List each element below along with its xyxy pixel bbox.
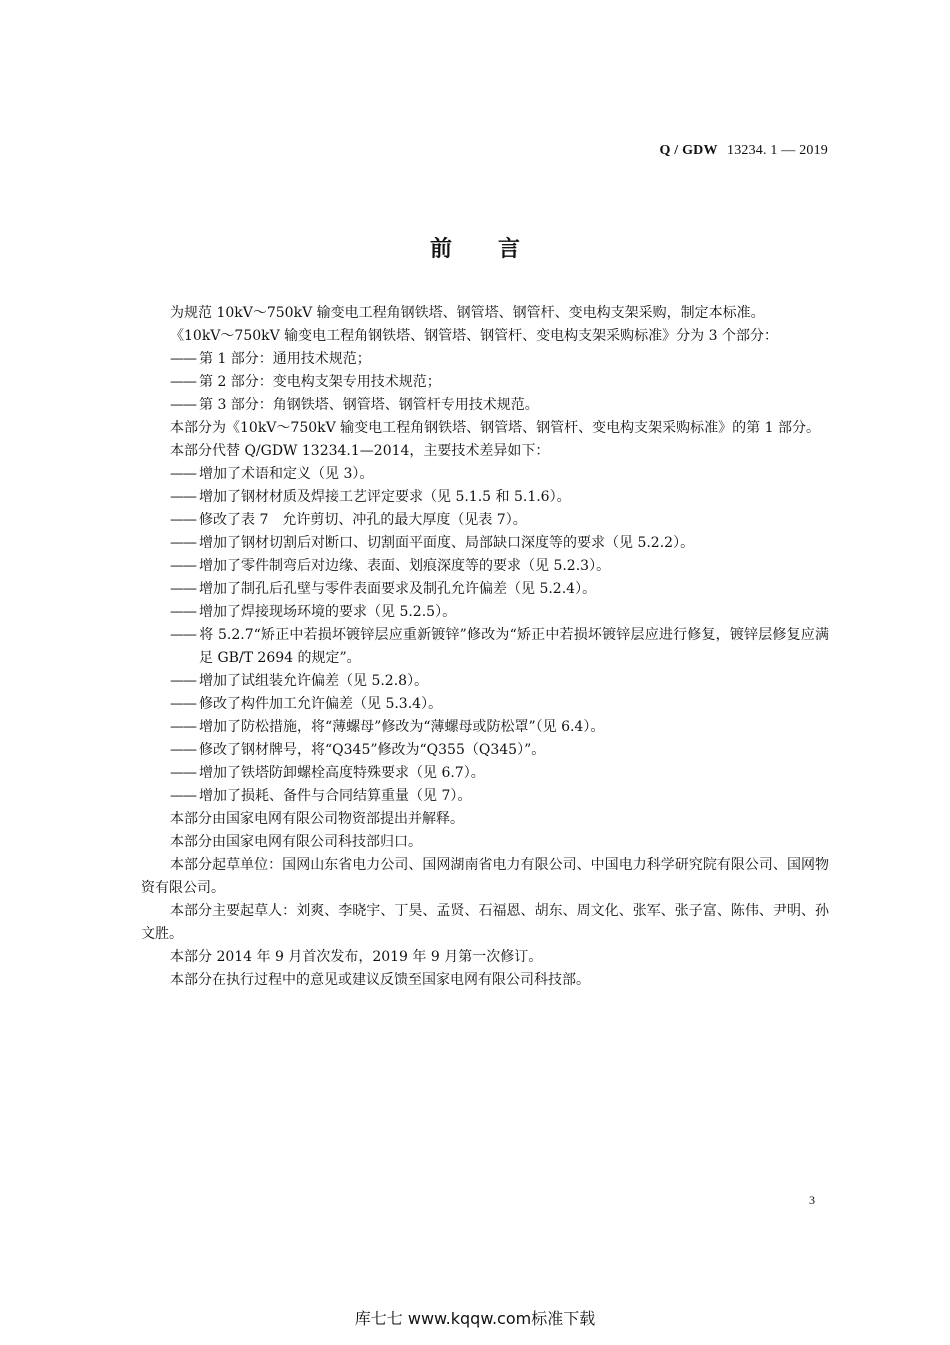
list-item bbox=[141, 693, 829, 716]
dash-mark: —— bbox=[170, 696, 196, 712]
dash-mark: —— bbox=[170, 351, 196, 367]
dash-mark: —— bbox=[170, 719, 196, 735]
dash-mark: —— bbox=[170, 604, 196, 620]
dash-mark: —— bbox=[170, 535, 196, 551]
list-item-text: 增加了钢材材质及焊接工艺评定要求（见 5.1.5 和 5.1.6）。 bbox=[199, 489, 571, 505]
list-item bbox=[141, 348, 829, 371]
list-item bbox=[141, 509, 829, 532]
dash-mark: —— bbox=[170, 558, 196, 574]
dash-mark: —— bbox=[170, 581, 196, 597]
paragraph: 本部分由国家电网有限公司物资部提出并解释。 bbox=[170, 811, 464, 827]
dash-mark: —— bbox=[170, 489, 196, 505]
list-item-text: 修改了钢材牌号，将“Q345”修改为“Q355（Q345）”。 bbox=[199, 742, 546, 758]
standard-code bbox=[660, 142, 829, 159]
list-item bbox=[141, 532, 829, 555]
paragraph: 本部分代替 Q/GDW 13234.1—2014，主要技术差异如下： bbox=[170, 443, 550, 459]
standard-code-number: 13234. 1 — 2019 bbox=[727, 143, 828, 158]
page-title bbox=[0, 232, 950, 263]
list-item bbox=[141, 670, 829, 693]
paragraph: 为规范 10kV～750kV 输变电工程角钢铁塔、钢管塔、钢管杆、变电构支架采购，制定本标准。 bbox=[170, 305, 765, 321]
list-item-text: 增加了零件制弯后对边缘、表面、划痕深度等的要求（见 5.2.3）。 bbox=[199, 558, 611, 574]
list-item bbox=[141, 555, 829, 578]
list-item-text: 将 5.2.7“矫正中若损坏镀锌层应重新镀锌”修改为“矫正中若损坏镀锌层应进行修复，镀锌层修复应满足 GB/T 2694 的规定”。 bbox=[199, 627, 829, 666]
list-item bbox=[141, 785, 829, 808]
paragraph: 《10kV～750kV 输变电工程角钢铁塔、钢管塔、钢管杆、变电构支架采购标准》分为 3 个部分： bbox=[170, 328, 778, 344]
foreword-body bbox=[141, 302, 829, 992]
dash-mark: —— bbox=[170, 788, 196, 804]
list-item bbox=[141, 371, 829, 394]
list-item bbox=[141, 716, 829, 739]
list-item bbox=[141, 463, 829, 486]
list-item bbox=[141, 739, 829, 762]
list-item-text: 第 2 部分：变电构支架专用技术规范； bbox=[199, 374, 441, 390]
dash-mark: —— bbox=[170, 374, 196, 390]
paragraph: 本部分在执行过程中的意见或建议反馈至国家电网有限公司科技部。 bbox=[170, 972, 590, 988]
list-item-text: 修改了表 7 允许剪切、冲孔的最大厚度（见表 7）。 bbox=[199, 512, 527, 528]
dash-mark: —— bbox=[170, 466, 196, 482]
list-item-text: 第 3 部分：角钢铁塔、钢管塔、钢管杆专用技术规范。 bbox=[199, 397, 539, 413]
list-item bbox=[141, 762, 829, 785]
list-item bbox=[141, 394, 829, 417]
dash-mark: —— bbox=[170, 765, 196, 781]
list-item-text: 第 1 部分：通用技术规范； bbox=[199, 351, 371, 367]
list-item-text: 增加了术语和定义（见 3）。 bbox=[199, 466, 374, 482]
list-item-text: 增加了钢材切割后对断口、切割面平面度、局部缺口深度等的要求（见 5.2.2）。 bbox=[199, 535, 695, 551]
paragraph: 本部分主要起草人：刘爽、李晓宇、丁昊、孟贤、石福恩、胡东、周文化、张军、张子富、陈伟、尹明、孙文胜。 bbox=[141, 903, 829, 942]
paragraph: 本部分起草单位：国网山东省电力公司、国网湖南省电力有限公司、中国电力科学研究院有限公司、国网物资有限公司。 bbox=[141, 857, 829, 896]
list-item bbox=[141, 486, 829, 509]
list-item-text: 增加了制孔后孔壁与零件表面要求及制孔允许偏差（见 5.2.4）。 bbox=[199, 581, 597, 597]
dash-mark: —— bbox=[170, 673, 196, 689]
paragraph: 本部分由国家电网有限公司科技部归口。 bbox=[170, 834, 422, 850]
list-item-text: 增加了焊接现场环境的要求（见 5.2.5）。 bbox=[199, 604, 457, 620]
list-item bbox=[141, 601, 829, 624]
watermark-text: 库七七 www.kqqw.com标准下载 bbox=[354, 1309, 596, 1328]
dash-mark: —— bbox=[170, 627, 196, 643]
list-item-text: 增加了防松措施，将“薄螺母”修改为“薄螺母或防松罩”（见 6.4）。 bbox=[199, 719, 605, 735]
paragraph: 本部分 2014 年 9 月首次发布，2019 年 9 月第一次修订。 bbox=[170, 949, 543, 965]
standard-code-prefix: Q / GDW bbox=[659, 143, 718, 158]
list-item-text: 修改了构件加工允许偏差（见 5.3.4）。 bbox=[199, 696, 443, 712]
page-number: 3 bbox=[809, 1193, 815, 1207]
list-item bbox=[141, 624, 829, 670]
list-item-text: 增加了试组装允许偏差（见 5.2.8）。 bbox=[199, 673, 429, 689]
dash-mark: —— bbox=[170, 397, 196, 413]
list-item-text: 增加了损耗、备件与合同结算重量（见 7）。 bbox=[199, 788, 472, 804]
paragraph: 本部分为《10kV～750kV 输变电工程角钢铁塔、钢管塔、钢管杆、变电构支架采购标准》的第 1 部分。 bbox=[170, 420, 820, 436]
page-title-char-2: 言 bbox=[498, 237, 521, 262]
list-item bbox=[141, 578, 829, 601]
dash-mark: —— bbox=[170, 512, 196, 528]
page-title-char-1: 前 bbox=[429, 237, 452, 262]
dash-mark: —— bbox=[170, 742, 196, 758]
list-item-text: 增加了铁塔防卸螺栓高度特殊要求（见 6.7）。 bbox=[199, 765, 485, 781]
